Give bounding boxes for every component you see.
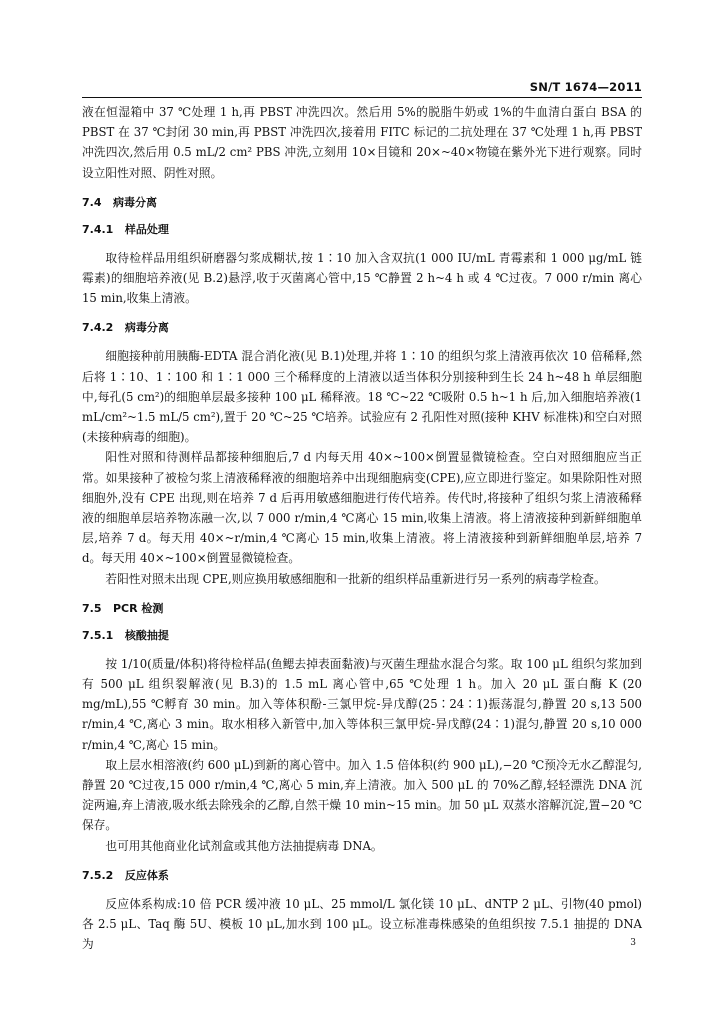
section-7-4-heading <box>82 195 642 210</box>
section-7-5-heading <box>82 601 642 616</box>
section-7-4-1-heading <box>82 222 642 237</box>
section-number: 7.5.2 <box>82 868 114 882</box>
section-7-4-2-heading <box>82 320 642 335</box>
section-7-5-1-heading <box>82 628 642 643</box>
header-rule <box>82 97 642 98</box>
nucleic-acid-extraction-paragraph-1: 按 1/10(质量/体积)将待检样品(鱼鳃去掉表面黏液)与灭菌生理盐水混合匀浆。取 100 μL 组织匀浆加到有 500 μL 组织裂解液(见 B.3)的 1.5 mL 离心管中,65 ℃处理 1 h。加入 20 μL 蛋白酶 K (20 mg/mL),55 ℃孵育 30 min。加入等体积酚-三氯甲烷-异戊醇(25∶24∶1)振荡混匀,静置 20 s,13 500 r/min,4 ℃,离心 3 min。取水相移入新管中,加入等体积三氯甲烷-异戊醇(24∶1)混匀,静置 20 s,10 000 r/min,4 ℃,离心 15 min。 <box>82 656 642 752</box>
nucleic-acid-extraction-paragraph-3: 也可用其他商业化试剂盒或其他方法抽提病毒 DNA。 <box>105 838 383 853</box>
section-title: 病毒分离 <box>113 195 157 209</box>
reaction-system-paragraph: 反应体系构成:10 倍 PCR 缓冲液 10 μL、25 mmol/L 氯化镁 10 μL、dNTP 2 μL、引物(40 pmol)各 2.5 μL、Taq 酶 5U、模板 10 μL,加水到 100 μL。设立标准毒株感染的鱼组织按 7.5.1 抽提的 DNA 为 <box>82 896 642 952</box>
section-number: 7.4 <box>82 195 102 209</box>
virus-isolation-paragraph-1: 细胞接种前用胰酶-EDTA 混合消化液(见 B.1)处理,并将 1∶10 的组织匀浆上清液再依次 10 倍稀释,然后将 1∶10、1∶100 和 1∶1 000 三个稀释度的上清液以适当体积分别接种到生长 24 h~48 h 单层细胞中,每孔(5 cm²)的细胞单层最多接种 100 μL 稀释液。18 ℃~22 ℃吸附 0.5 h~1 h 后,加入细胞培养液(1 mL/cm²~1.5 mL/5 cm²),置于 20 ℃~25 ℃培养。试验应有 2 孔阳性对照(接种 KHV 标准株)和空白对照(未接种病毒的细胞)。 <box>82 349 642 445</box>
section-number: 7.5 <box>82 601 102 615</box>
section-number: 7.4.1 <box>82 222 114 236</box>
section-title: 核酸抽提 <box>124 628 169 642</box>
nucleic-acid-extraction-paragraph-2: 取上层水相溶液(约 600 μL)到新的离心管中。加入 1.5 倍体积(约 900 μL),−20 ℃预冷无水乙醇混匀,静置 20 ℃过夜,15 000 r/min,4 ℃,离心 5 min,弃上清液。加入 500 μL 的 70%乙醇,轻轻漂洗 DNA 沉淀两遍,弃上清液,吸水纸去除残余的乙醇,自然干燥 10 min~15 min。加 50 μL 双蒸水溶解沉淀,置−20 ℃保存。 <box>82 757 642 833</box>
section-number: 7.5.1 <box>82 628 114 642</box>
section-7-5-2-heading <box>82 868 642 883</box>
intro-paragraph: 液在恒湿箱中 37 ℃处理 1 h,再 PBST 冲洗四次。然后用 5%的脱脂牛奶或 1%的牛血清白蛋白 BSA 的 PBST 在 37 ℃封闭 30 min,再 PBST 冲洗四次,接着用 FITC 标记的二抗处理在 37 ℃处理 1 h,再 PBST 冲洗四次,然后用 0.5 mL/2 cm² PBS 冲洗,立刻用 10×目镜和 20×~40×物镜在紫外光下进行观察。同时设立阳性对照、阴性对照。 <box>82 105 642 180</box>
section-number: 7.4.2 <box>82 321 114 335</box>
virus-isolation-paragraph-2: 阳性对照和待测样品都接种细胞后,7 d 内每天用 40×~100×倒置显微镜检查。空白对照细胞应当正常。如果接种了被检匀浆上清液稀释液的细胞培养中出现细胞病变(CPE),应立即进行鉴定。如果除阳性对照细胞外,没有 CPE 出现,则在培养 7 d 后再用敏感细胞进行传代培养。传代时,将接种了组织匀浆上清液稀释液的细胞单层培养物冻融一次,以 7 000 r/min,4 ℃离心 15 min,收集上清液。将上清液接种到新鲜细胞单层,培养 7 d。每天用 40×~r/min,4 ℃离心 15 min,收集上清液。将上清液接种到新鲜细胞单层,培养 7 d。每天用 40×~100×倒置显微镜检查。 <box>82 450 642 566</box>
document-body <box>82 102 642 955</box>
sample-processing-paragraph: 取待检样品用组织研磨器匀浆成糊状,按 1∶10 加入含双抗(1 000 IU/mL 青霉素和 1 000 μg/mL 链霉素)的细胞培养液(见 B.2)悬浮,收于灭菌离心管中,15 ℃静置 2 h~4 h 或 4 ℃过夜。7 000 r/min 离心 15 min,收集上清液。 <box>82 250 642 306</box>
page-number: 3 <box>630 938 636 948</box>
section-title: PCR 检测 <box>113 601 164 615</box>
standard-code: SN/T 1674—2011 <box>529 80 642 94</box>
section-title: 病毒分离 <box>124 321 169 335</box>
virus-isolation-paragraph-3: 若阳性对照未出现 CPE,则应换用敏感细胞和一批新的组织样品重新进行另一系列的病毒学检查。 <box>105 571 606 586</box>
section-title: 反应体系 <box>124 868 169 882</box>
section-title: 样品处理 <box>124 222 169 236</box>
